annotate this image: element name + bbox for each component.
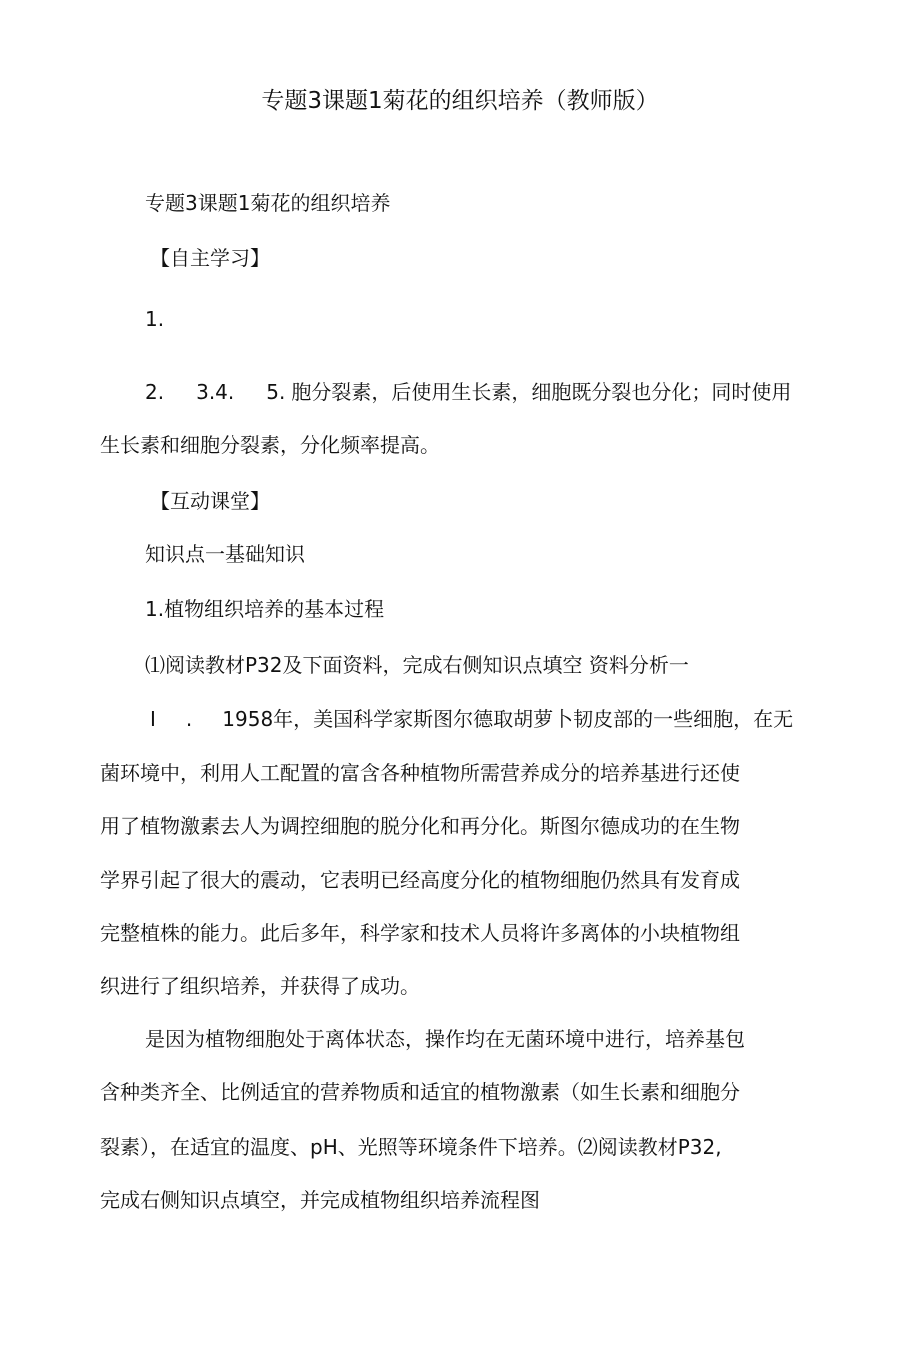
explanation-line-2: 含种类齐全、比例适宜的营养物质和适宜的植物激素（如生长素和细胞分 (100, 1080, 740, 1104)
document-title: 专题3课题1菊花的组织培养（教师版） (261, 88, 659, 114)
material-line-1 (150, 706, 793, 732)
instruction-1: ⑴阅读教材P32及下面资料，完成右侧知识点填空 资料分析一 (145, 653, 689, 677)
material-line-5: 完整植株的能力。此后多年，科学家和技术人员将许多离体的小块植物组 (100, 921, 740, 945)
material-line-6: 织进行了组织培养，并获得了成功。 (100, 974, 420, 998)
material-line-3: 用了植物激素去人为调控细胞的脱分化和再分化。斯图尔德成功的在生物 (100, 814, 740, 838)
material-marker-dot: . (185, 707, 193, 731)
knowledge-point: 知识点一基础知识 (145, 542, 305, 566)
material-text-1: 1958年，美国科学家斯图尔德取胡萝卜韧皮部的一些细胞，在无 (222, 707, 794, 731)
explanation-line-3: 裂素），在适宜的温度、pH、光照等环境条件下培养。⑵阅读教材P32, (100, 1135, 722, 1159)
item-5-number: 5. (266, 380, 286, 404)
item-2-text: 胞分裂素，后使用生长素，细胞既分裂也分化；同时使用 (291, 380, 792, 404)
subtitle: 专题3课题1菊花的组织培养 (145, 191, 391, 215)
material-line-2: 菌环境中，利用人工配置的富含各种植物所需营养成分的培养基进行还使 (100, 761, 740, 785)
heading-process: 1.植物组织培养的基本过程 (145, 597, 385, 621)
item-1: 1. (145, 307, 165, 331)
section-self-study: 【自主学习】 (150, 246, 270, 270)
explanation-line-4: 完成右侧知识点填空，并完成植物组织培养流程图 (100, 1188, 540, 1212)
item-2-continuation: 生长素和细胞分裂素，分化频率提高。 (100, 433, 440, 457)
material-line-4: 学界引起了很大的震动，它表明已经高度分化的植物细胞仍然具有发育成 (100, 868, 740, 892)
item-3-4-number: 3.4. (196, 380, 235, 404)
material-marker-i: I (150, 707, 156, 731)
explanation-line-1: 是因为植物细胞处于离体状态，操作均在无菌环境中进行，培养基包 (145, 1027, 745, 1051)
section-interactive: 【互动课堂】 (150, 489, 270, 513)
item-2-line (145, 379, 791, 405)
item-2-number: 2. (145, 380, 165, 404)
